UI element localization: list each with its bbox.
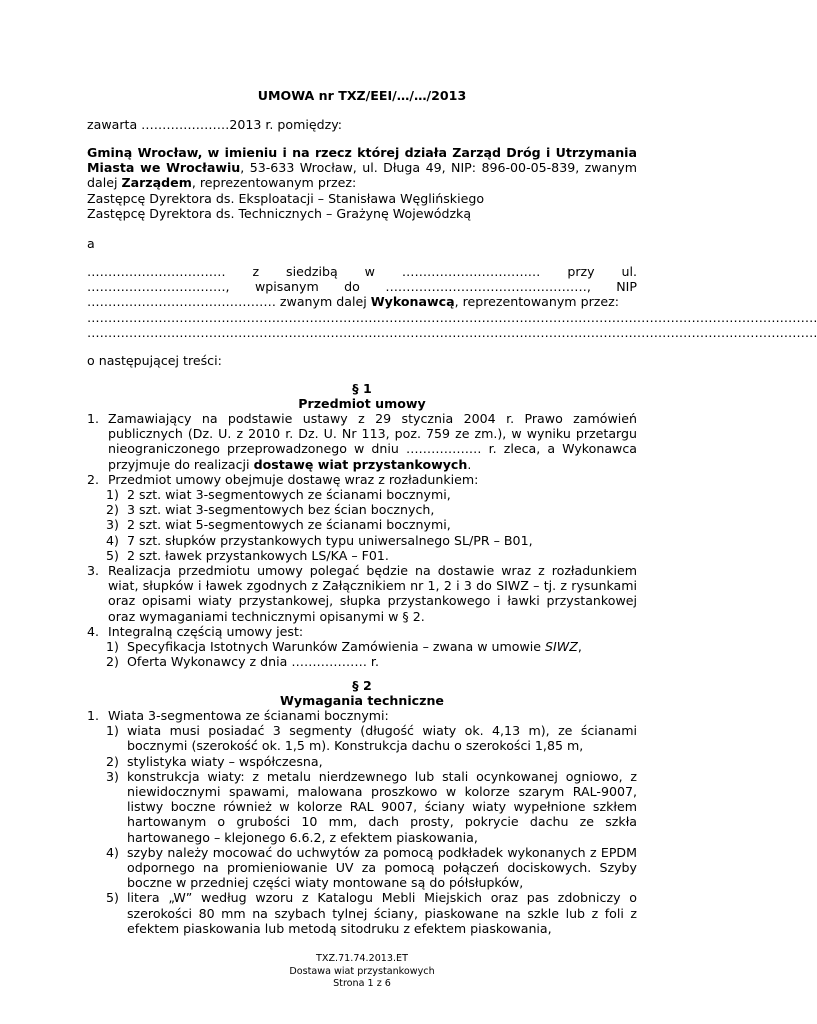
party1-address: , 53-633 Wrocław, ul. Długa 49, NIP: 896-00-05-839, zwanym dalej [87, 160, 637, 191]
party1-represented: , reprezentowanym przez: [191, 175, 357, 191]
list-item: 3) konstrukcja wiaty: z metalu nierdzewnego lub stali ocynkowanej ogniowo, z niewidocznymi spawami, malowana proszkowo w kolorze szarym RAL-9007, listwy boczne również w kolorze RAL 9007, ściany wiaty wypełnione szkłem hartowanym o grubości 10 mm, dach prosty, pokrycie dachu ze szkła hartowanego – klejonego 6.6.2, z efektem piaskowania, [106, 768, 637, 845]
party1-block [87, 145, 637, 221]
list-item: 1) Specyfikacja Istotnych Warunków Zamówienia – zwana w umowie SIWZ, [106, 639, 582, 655]
footer-page-number: Strona 1 z 6 [333, 978, 391, 990]
party2-alias: Wykonawcą [370, 294, 455, 310]
party2-dots-1: ………………………………………………………………………………………………………………………………………………………… [87, 309, 817, 325]
s1-point-4: 4. Integralną częścią umowy jest: [87, 623, 304, 639]
s1-point-1: 1. Zamawiający na podstawie ustawy z 29 stycznia 2004 r. Prawo zamówień publicznych (Dz. U. z 2010 r. Dz. U. Nr 113, poz. 759 ze zm.), w wyniku przetargu nieograniczonego przeprowadzonego w dniu ……………… r. zleca, a Wykonawca przyjmuje do realizacji dostawę wiat przystankowych. [87, 411, 637, 472]
list-item: 4) szyby należy mocować do uchwytów za pomocą podkładek wykonanych z EPDM odpornego na promieniowanie UV za pomocą połączeń dociskowych. Szyby boczne w przedniej części wiaty montowane są do półsłupków, [106, 844, 637, 891]
s1-point-2: 2. Przedmiot umowy obejmuje dostawę wraz z rozładunkiem: [87, 471, 479, 487]
list-item: 4) 7 szt. słupków przystankowych typu uniwersalnego SL/PR – B01, [106, 532, 533, 548]
party1-rep1: Zastępcę Dyrektora ds. Eksploatacji – Stanisława Węglińskiego [87, 190, 485, 206]
section1-heading: Przedmiot umowy [298, 396, 426, 411]
footer-reference: TXZ.71.74.2013.ET [316, 953, 408, 964]
party2-dots-2: ………………………………………………………………………………………………………………………………………………………… [87, 324, 817, 340]
party1-alias: Zarządem [121, 175, 192, 191]
list-item: 3) 2 szt. wiat 5-segmentowych ze ścianami bocznymi, [106, 517, 451, 533]
footer-subject: Dostawa wiat przystankowych [289, 965, 435, 977]
concluded-line: zawarta …………………2013 r. pomiędzy: [87, 117, 343, 132]
list-item: 5) 2 szt. ławek przystankowych LS/KA – F01. [106, 547, 389, 563]
and-text: a [87, 236, 95, 251]
party2-block [87, 264, 817, 340]
party1-name: Gminą Wrocław, w imieniu i na rzecz której działa Zarząd Dróg i Utrzymania Miasta we Wrocławiu [87, 145, 637, 176]
contract-title: UMOWA nr TXZ/EEI/…/…/2013 [257, 88, 467, 103]
section2-heading: Wymagania techniczne [280, 693, 444, 708]
page-footer [0, 953, 724, 991]
s2-point-1: 1. Wiata 3-segmentowa ze ścianami bocznymi: [87, 708, 389, 723]
following-text: o następującej treści: [87, 353, 222, 368]
party2-text: …………………………… z siedzibą w …………………………… przy ul. ……………………………, wpisanym do …………………………………………, NIP ……………………………………… zwanym dalej [87, 264, 637, 310]
list-item: 2) stylistyka wiaty – współczesna, [106, 753, 323, 769]
section2-list [87, 708, 637, 936]
list-item: 2) Oferta Wykonawcy z dnia ……………… r. [106, 654, 379, 670]
s1-point-3: 3. Realizacja przedmiotu umowy polegać będzie na dostawie wraz z rozładunkiem wiat, słupków i ławek zgodnych z Załącznikiem nr 1, 2 i 3 do SIWZ – tj. z rysunkami oraz opisami wiaty przystankowej, słupka przystankowego i ławki przystankowej oraz wymaganiami technicznymi opisanymi w § 2. [87, 563, 637, 624]
list-item: 5) litera „W” według wzoru z Katalogu Mebli Miejskich oraz pas zdobniczy o szerokości 80 mm na szybach tylnej ściany, piaskowane na szkle lub z foli z efektem piaskowania lub metodą sitodruku z efektem piaskowania, [106, 890, 637, 936]
list-item: 1) 2 szt. wiat 3-segmentowych ze ścianami bocznymi, [106, 487, 451, 503]
section1-list [87, 411, 637, 669]
list-item: 1) wiata musi posiadać 3 segmenty (długość wiaty ok. 4,13 m), ze ścianami bocznymi (szerokość ok. 1,5 m). Konstrukcja dachu o szerokości 1,85 m, [106, 723, 637, 754]
list-item: 2) 3 szt. wiat 3-segmentowych bez ścian bocznych, [106, 502, 435, 518]
section2-number: § 2 [352, 678, 372, 693]
party2-represented: , reprezentowanym przez: [454, 294, 619, 310]
section1-number: § 1 [352, 381, 372, 396]
party1-rep2: Zastępcę Dyrektora ds. Technicznych – Grażynę Wojewódzką [87, 205, 472, 221]
